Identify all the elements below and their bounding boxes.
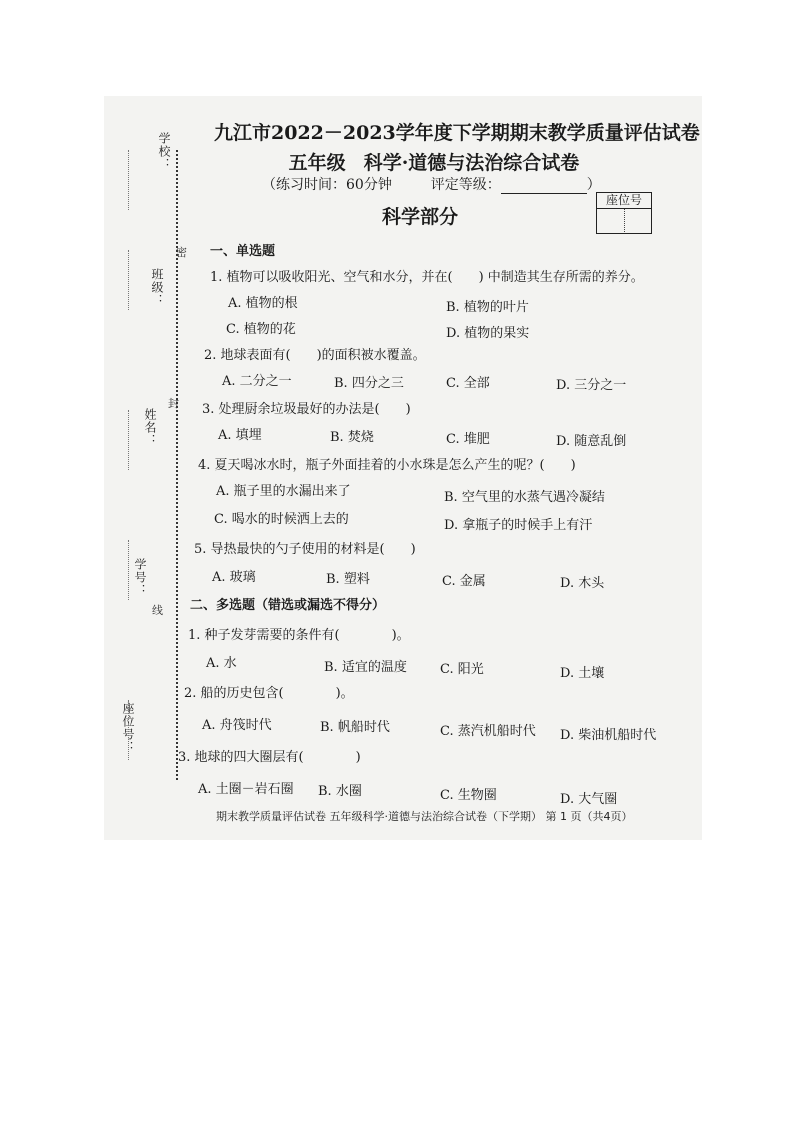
q2-option-c: C. 全部 <box>446 376 490 391</box>
mq2-option-c: C. 蒸汽机船时代 <box>440 724 536 739</box>
info-close: ） <box>586 177 601 193</box>
exam-subtitle <box>214 148 654 175</box>
seat-blank <box>128 700 129 760</box>
q2-option-a: A. 二分之一 <box>222 374 292 389</box>
q3-option-d: D. 随意乱倒 <box>556 434 627 449</box>
q1-option-a: A. 植物的根 <box>228 296 298 311</box>
mq1-option-d: D. 土壤 <box>560 666 605 681</box>
grade-rating-label: 评定等级： <box>430 177 501 193</box>
q4-option-c: C. 喝水的时候洒上去的 <box>214 512 349 527</box>
mq3-option-b: B. 水圈 <box>318 784 362 799</box>
q2-stem: 2. 地球表面有( )的面积被水覆盖。 <box>204 348 426 363</box>
q3-stem: 3. 处理厨余垃圾最好的办法是( ) <box>202 402 411 417</box>
mq2-option-a: A. 舟筏时代 <box>202 718 272 733</box>
q1-option-d: D. 植物的果实 <box>446 326 530 341</box>
class-label: 班级： <box>150 268 164 307</box>
mq2-stem: 2. 船的历史包含( )。 <box>184 686 354 701</box>
subject-label: 科学·道德与法治综合试卷 <box>363 152 580 174</box>
student-no-blank <box>128 540 129 600</box>
seat-box-divider <box>624 209 625 232</box>
q4-stem: 4. 夏天喝冰水时，瓶子外面挂着的小水珠是怎么产生的呢？( ) <box>198 458 576 473</box>
seat-number-box <box>596 192 652 234</box>
q1-option-b: B. 植物的叶片 <box>446 300 529 315</box>
exam-title: 九江市2022－2023学年度下学期期末教学质量评估试卷 <box>214 122 700 144</box>
mq3-option-a: A. 土圈－岩石圈 <box>198 782 294 797</box>
q5-option-d: D. 木头 <box>560 576 605 591</box>
q3-option-a: A. 填埋 <box>218 428 262 443</box>
q4-option-d: D. 拿瓶子的时候手上有汗 <box>444 518 593 533</box>
grade-label: 五年级 <box>288 152 346 174</box>
q1-stem: 1. 植物可以吸收阳光、空气和水分，并在( ) 中制造其生存所需的养分。 <box>210 270 644 285</box>
q5-option-b: B. 塑料 <box>326 572 370 587</box>
school-label: 学校： <box>157 132 171 171</box>
part1-heading: 一、单选题 <box>210 244 276 259</box>
mq2-option-d: D. 柴油机船时代 <box>560 728 657 743</box>
q5-option-c: C. 金属 <box>442 574 486 589</box>
mq1-option-a: A. 水 <box>206 656 237 671</box>
mq1-option-c: C. 阳光 <box>440 662 484 677</box>
page-footer: 期末教学质量评估试卷 五年级科学·道德与法治综合试卷（下学期） 第 1 页（共4页） <box>216 810 633 823</box>
exam-info <box>262 174 601 194</box>
grade-rating-blank <box>501 179 587 194</box>
q2-option-b: B. 四分之三 <box>334 376 404 391</box>
seal-char-feng: 封 <box>168 397 179 410</box>
mq1-stem: 1. 种子发芽需要的条件有( )。 <box>188 628 410 643</box>
mq3-stem: 3. 地球的四大圈层有( ) <box>178 750 361 765</box>
mq1-option-b: B. 适宜的温度 <box>324 660 407 675</box>
name-label: 姓名： <box>143 408 157 447</box>
q2-option-d: D. 三分之一 <box>556 378 627 393</box>
seat-number-box-label: 座位号 <box>597 193 651 209</box>
q5-option-a: A. 玻璃 <box>212 570 256 585</box>
q4-option-b: B. 空气里的水蒸气遇冷凝结 <box>444 490 605 505</box>
q1-option-c: C. 植物的花 <box>226 322 296 337</box>
mq3-option-c: C. 生物圈 <box>440 788 497 803</box>
student-no-label: 学号： <box>133 558 147 597</box>
seal-char-xian: 线 <box>152 604 163 617</box>
q3-option-b: B. 焚烧 <box>330 430 374 445</box>
name-blank <box>128 410 129 470</box>
time-info: （练习时间：60分钟 <box>262 177 392 193</box>
seal-char-mi: 密 <box>176 246 187 259</box>
mq2-option-b: B. 帆船时代 <box>320 720 390 735</box>
mq3-option-d: D. 大气圈 <box>560 792 618 807</box>
class-blank <box>128 250 129 310</box>
part2-heading: 二、多选题（错选或漏选不得分） <box>190 598 386 613</box>
q5-stem: 5. 导热最快的勺子使用的材料是( ) <box>194 542 416 557</box>
seat-label: 座位号： <box>121 702 135 754</box>
q3-option-c: C. 堆肥 <box>446 432 490 447</box>
q4-option-a: A. 瓶子里的水漏出来了 <box>216 484 351 499</box>
section-title: 科学部分 <box>381 206 458 228</box>
school-blank <box>128 150 129 210</box>
